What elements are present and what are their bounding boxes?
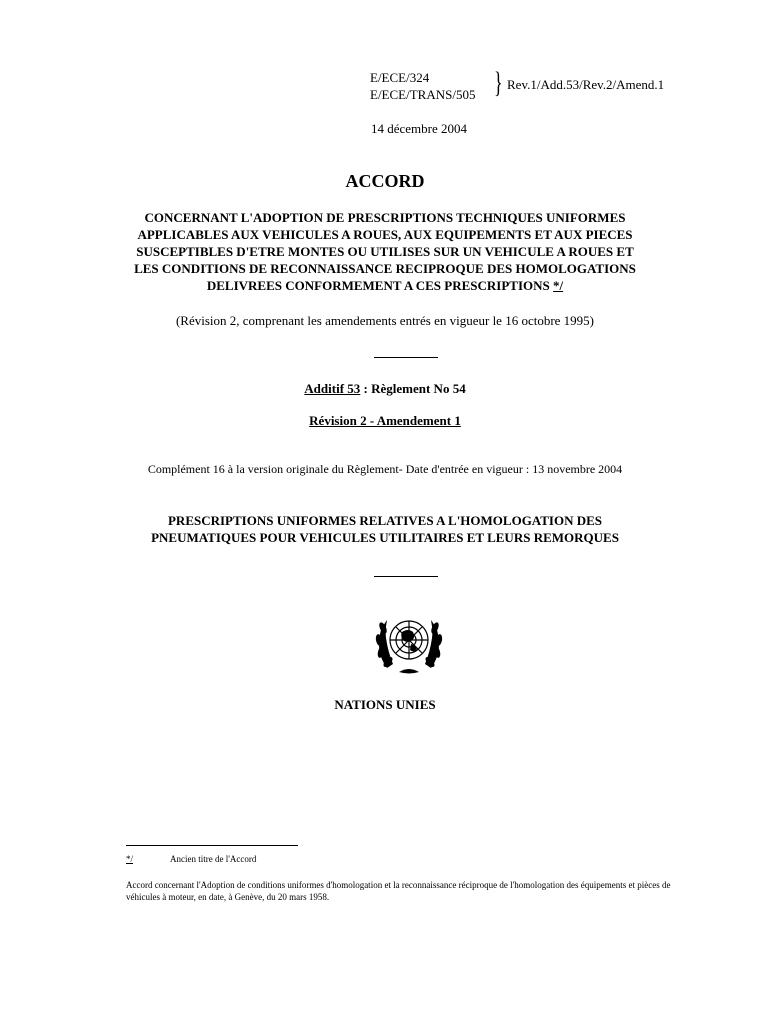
footnote-paragraph: Accord concernant l'Adoption de conditions uniformes d'homologation et la reconnaissance réciproque de l'homologation des équipements et pièces de véhicules à moteur, en date, à Genève, du 20 mars 1958. <box>126 880 671 902</box>
subject-last-text: DELIVREES CONFORMEMENT A CES PRESCRIPTIONS <box>206 278 550 293</box>
organization-name: NATIONS UNIES <box>334 697 436 712</box>
agreement-subject <box>0 209 770 294</box>
regulation-title <box>0 512 770 546</box>
united-nations-emblem-icon <box>369 608 449 676</box>
document-symbol-1: E/ECE/324 <box>370 70 430 85</box>
document-symbol-2: E/ECE/TRANS/505 <box>370 87 476 102</box>
addendum-heading <box>0 381 770 397</box>
subject-line: CONCERNANT L'ADOPTION DE PRESCRIPTIONS TECHNIQUES UNIFORMES <box>144 210 626 225</box>
regulation-title-line: PNEUMATIQUES POUR VEHICULES UTILITAIRES ET LEURS REMORQUES <box>151 530 619 545</box>
divider <box>374 576 438 577</box>
supplement-note: Complément 16 à la version originale du Règlement- Date d'entrée en vigueur : 13 novembre 2004 <box>147 462 623 476</box>
addendum-label: Additif 53 <box>304 381 361 396</box>
page-title: ACCORD <box>345 171 425 191</box>
divider <box>374 357 438 358</box>
document-symbols <box>370 69 475 103</box>
footnote-text: Ancien titre de l'Accord <box>170 854 257 864</box>
regulation-title-line: PRESCRIPTIONS UNIFORMES RELATIVES A L'HOMOLOGATION DES <box>167 513 602 528</box>
brace-icon: } <box>494 66 503 99</box>
revision-note: (Révision 2, comprenant les amendements entrés en vigueur le 16 octobre 1995) <box>175 313 595 328</box>
subject-line: SUSCEPTIBLES D'ETRE MONTES OU UTILISES SUR UN VEHICULE A ROUES ET <box>136 244 634 259</box>
addendum-regulation: : Règlement No 54 <box>360 381 466 396</box>
footnote-reference-link[interactable]: */ <box>553 278 564 293</box>
subject-line-last <box>0 277 770 294</box>
revision-amendment-heading: Révision 2 - Amendement 1 <box>309 413 461 428</box>
subject-line: APPLICABLES AUX VEHICULES A ROUES, AUX EQUIPEMENTS ET AUX PIECES <box>137 227 633 242</box>
footnote-divider <box>126 845 298 846</box>
document-date: 14 décembre 2004 <box>371 121 468 136</box>
revision-reference: Rev.1/Add.53/Rev.2/Amend.1 <box>507 77 665 92</box>
subject-line: LES CONDITIONS DE RECONNAISSANCE RECIPROQUE DES HOMOLOGATIONS <box>134 261 636 276</box>
footnote-marker: */ <box>126 854 134 864</box>
